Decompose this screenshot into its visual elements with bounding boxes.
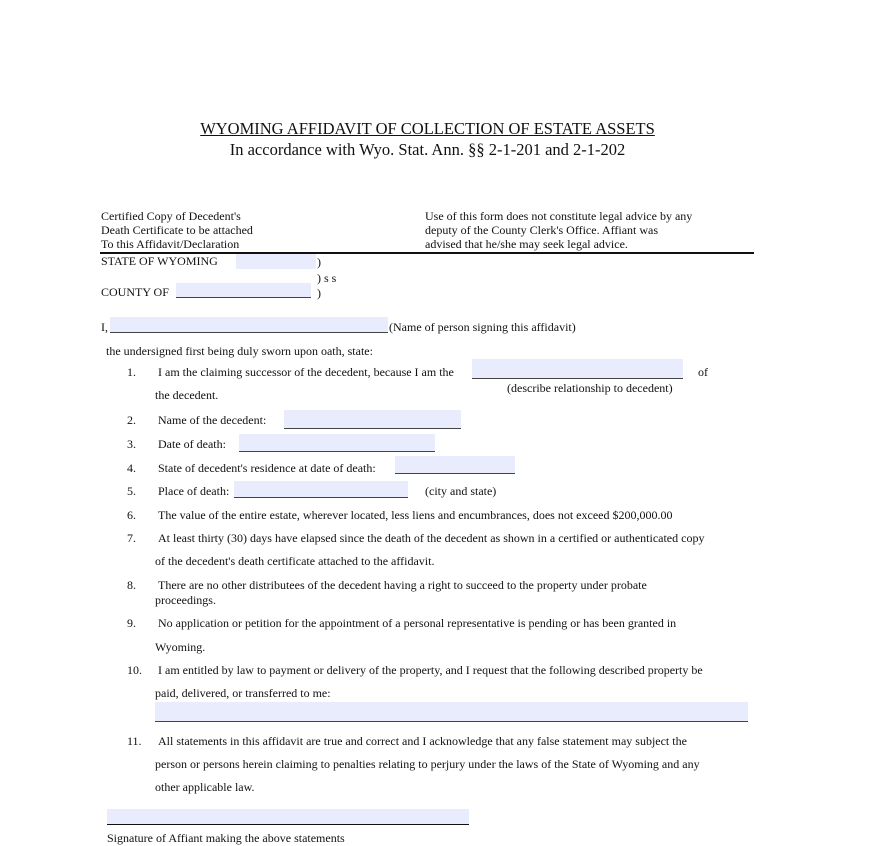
item-7-number: 7. (127, 531, 136, 545)
item-3-number: 3. (127, 437, 136, 451)
place-of-death-hint: (city and state) (425, 484, 497, 498)
date-of-death-field[interactable] (239, 434, 435, 452)
county-field[interactable] (176, 283, 311, 298)
item-3-text: Date of death: (158, 437, 226, 451)
item-4-text: State of decedent's residence at date of death: (158, 461, 376, 475)
item-11-text-cont-1: person or persons herein claiming to penalties relating to perjury under the laws of the State of Wyoming and any (155, 757, 700, 771)
signature-line (107, 824, 469, 825)
item-2-number: 2. (127, 413, 136, 427)
item-10-number: 10. (127, 663, 142, 677)
item-11-number: 11. (127, 734, 142, 748)
item-2-text: Name of the decedent: (158, 413, 267, 427)
property-description-field[interactable] (155, 702, 748, 722)
right-note-line-3: advised that he/she may seek legal advice. (425, 237, 628, 251)
left-note-line-1: Certified Copy of Decedent's (101, 209, 241, 223)
item-5-number: 5. (127, 484, 136, 498)
item-10-text-cont: paid, delivered, or transferred to me: (155, 686, 331, 700)
state-field[interactable] (236, 254, 316, 269)
county-label: COUNTY OF (101, 285, 169, 299)
state-label: STATE OF WYOMING (101, 254, 218, 268)
right-note-line-1: Use of this form does not constitute legal advice by any (425, 209, 693, 223)
item-7-text-cont: of the decedent's death certificate attached to the affidavit. (155, 554, 435, 568)
item-1-number: 1. (127, 365, 136, 379)
affiant-name-hint: (Name of person signing this affidavit) (389, 320, 576, 334)
item-1-of: of (698, 365, 708, 379)
item-1-text: I am the claiming successor of the decedent, because I am the (158, 365, 454, 379)
venue-paren-2: ) s s (317, 271, 337, 285)
signature-field[interactable] (107, 809, 469, 824)
item-10-text: I am entitled by law to payment or delivery of the property, and I request that the following described property be (158, 663, 703, 677)
item-11-text-cont-2: other applicable law. (155, 780, 255, 794)
right-note-line-2: deputy of the County Clerk's Office. Affiant was (425, 223, 659, 237)
item-9-text-cont: Wyoming. (155, 640, 206, 654)
item-4-number: 4. (127, 461, 136, 475)
relationship-hint: (describe relationship to decedent) (507, 381, 673, 395)
signature-label: Signature of Affiant making the above statements (107, 831, 345, 845)
item-6-number: 6. (127, 508, 136, 522)
relationship-field[interactable] (472, 359, 683, 379)
item-5-text: Place of death: (158, 484, 230, 498)
item-7-text: At least thirty (30) days have elapsed since the death of the decedent as shown in a certified or authenticated copy (158, 531, 705, 545)
item-11-text: All statements in this affidavit are true and correct and I acknowledge that any false statement may subject the (158, 734, 687, 748)
venue-paren-3: ) (317, 286, 321, 300)
left-note-line-2: Death Certificate to be attached (101, 223, 253, 237)
item-6-text: The value of the entire estate, wherever located, less liens and encumbrances, does not exceed $200,000.00 (158, 508, 673, 522)
affiant-name-field[interactable] (110, 317, 388, 333)
item-9-number: 9. (127, 616, 136, 630)
place-of-death-field[interactable] (234, 481, 408, 498)
left-note-line-3: To this Affidavit/Declaration (101, 237, 240, 251)
item-1-text-cont: the decedent. (155, 388, 219, 402)
venue-paren-1: ) (317, 255, 321, 269)
document-subtitle: In accordance with Wyo. Stat. Ann. §§ 2-1-201 and 2-1-202 (229, 140, 626, 159)
item-8-text-cont: proceedings. (155, 593, 216, 607)
item-8-number: 8. (127, 578, 136, 592)
sworn-statement: the undersigned first being duly sworn upon oath, state: (106, 344, 373, 358)
residence-state-field[interactable] (395, 456, 515, 474)
document-title: WYOMING AFFIDAVIT OF COLLECTION OF ESTATE ASSETS (200, 119, 655, 138)
item-8-text: There are no other distributees of the decedent having a right to succeed to the property under probate (158, 578, 647, 592)
item-9-text: No application or petition for the appointment of a personal representative is pending or has been granted in (158, 616, 677, 630)
affiant-i-label: I, (101, 320, 108, 334)
decedent-name-field[interactable] (284, 410, 461, 429)
